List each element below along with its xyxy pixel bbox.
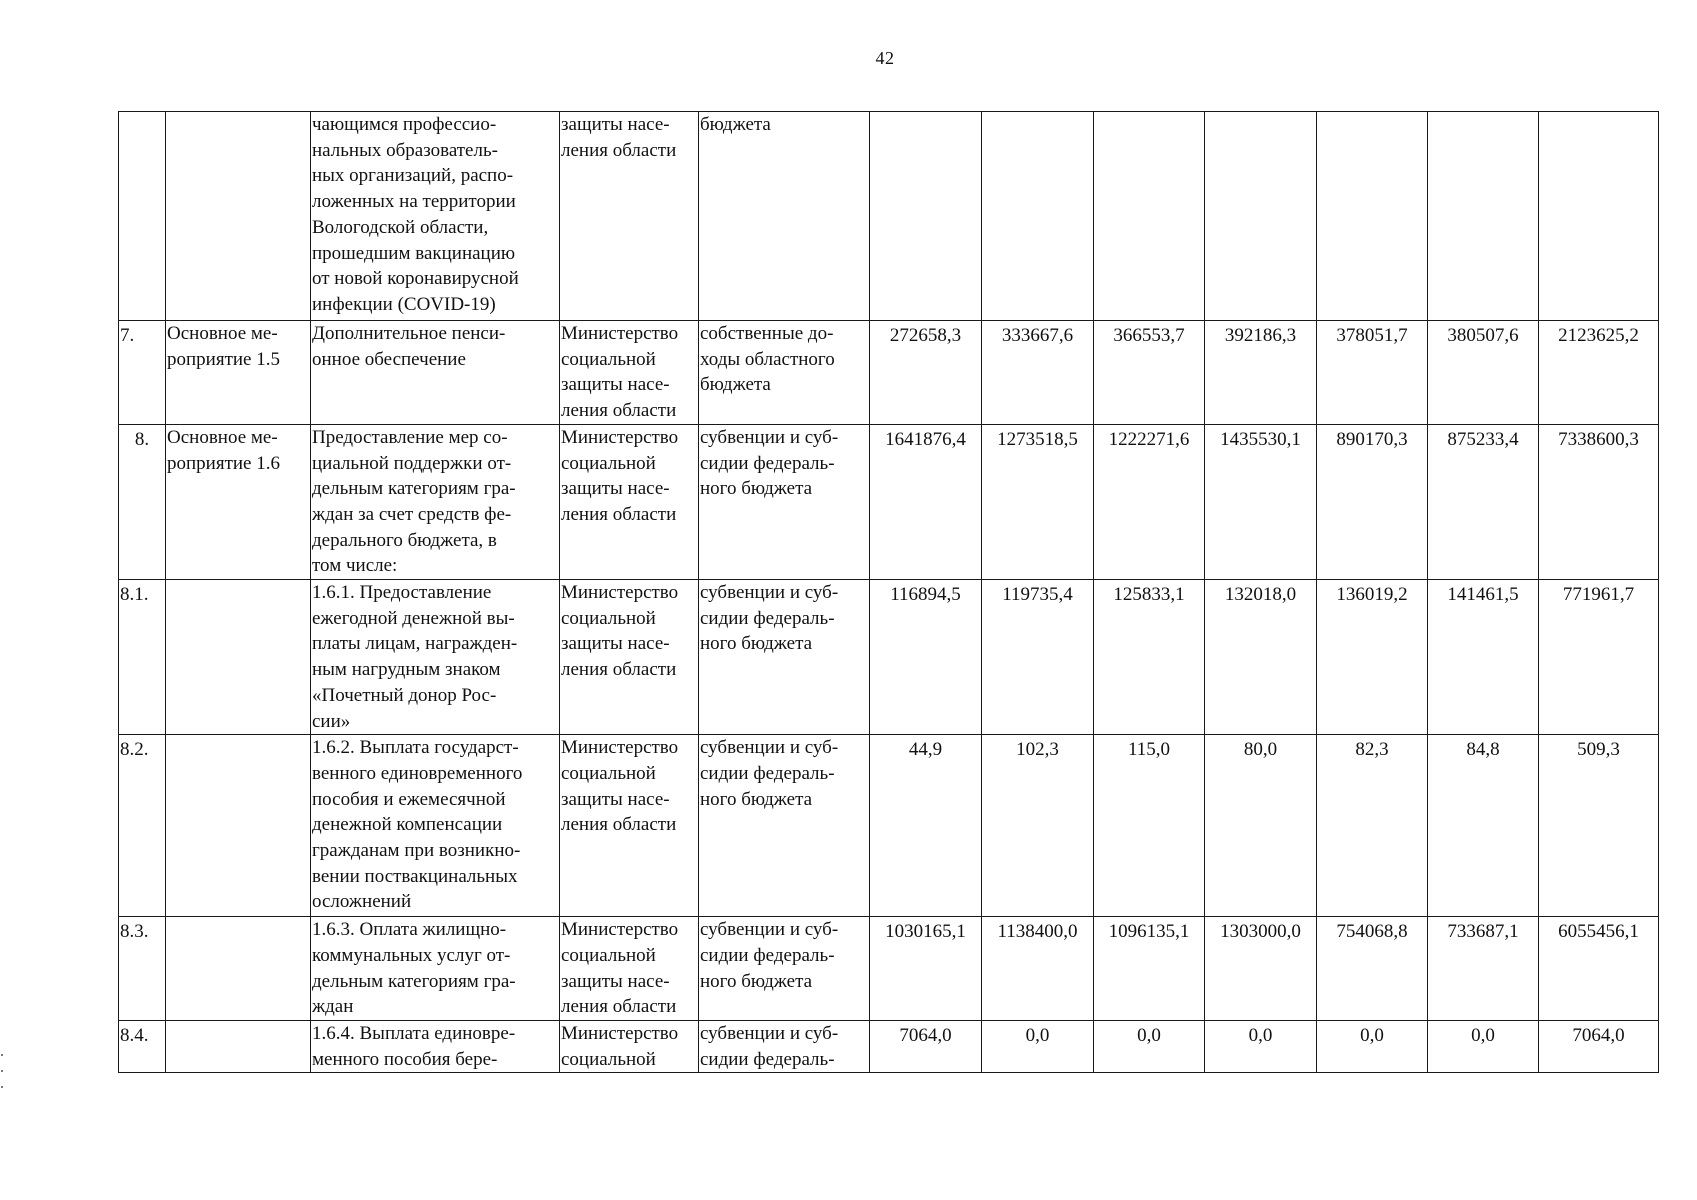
year-3-value-cell: 1222271,6 — [1094, 424, 1205, 579]
year-6-value-cell: 380507,6 — [1428, 321, 1539, 425]
measure-cell — [166, 917, 311, 1021]
row-number-cell: 8.2. — [119, 735, 166, 917]
year-4-value-cell — [1205, 112, 1317, 321]
funding-source-cell: субвенции и суб- сидии федераль- ного бюджета — [699, 917, 870, 1021]
scan-marks — [0, 1040, 4, 1120]
total-value-cell — [1539, 112, 1659, 321]
total-value-cell: 771961,7 — [1539, 580, 1659, 735]
program-name-cell: 1.6.3. Оплата жилищно- коммунальных услуг от- дельным категориям гра- ждан — [311, 917, 560, 1021]
measure-cell: Основное ме- роприятие 1.6 — [166, 424, 311, 579]
funding-source-cell: субвенции и суб- сидии федераль- ного бюджета — [699, 735, 870, 917]
year-2-value-cell: 119735,4 — [982, 580, 1094, 735]
year-2-value-cell: 1273518,5 — [982, 424, 1094, 579]
year-2-value-cell: 333667,6 — [982, 321, 1094, 425]
year-2-value-cell — [982, 112, 1094, 321]
year-6-value-cell: 733687,1 — [1428, 917, 1539, 1021]
year-3-value-cell: 115,0 — [1094, 735, 1205, 917]
year-6-value-cell: 0,0 — [1428, 1021, 1539, 1073]
program-name-cell: 1.6.1. Предоставление ежегодной денежной вы- платы лицам, награжден- ным нагрудным знаком «Почетный донор Рос- сии» — [311, 580, 560, 735]
year-5-value-cell: 136019,2 — [1317, 580, 1428, 735]
executor-cell: Министерство социальной защиты насе- ления области — [560, 735, 699, 917]
year-6-value-cell: 141461,5 — [1428, 580, 1539, 735]
year-5-value-cell: 378051,7 — [1317, 321, 1428, 425]
total-value-cell: 7338600,3 — [1539, 424, 1659, 579]
year-5-value-cell: 82,3 — [1317, 735, 1428, 917]
table-row — [119, 1021, 1659, 1073]
total-value-cell: 2123625,2 — [1539, 321, 1659, 425]
year-4-value-cell: 132018,0 — [1205, 580, 1317, 735]
table-row — [119, 735, 1659, 917]
total-value-cell: 6055456,1 — [1539, 917, 1659, 1021]
row-number-cell — [119, 112, 166, 321]
year-4-value-cell: 1303000,0 — [1205, 917, 1317, 1021]
year-1-value-cell: 272658,3 — [870, 321, 982, 425]
year-6-value-cell — [1428, 112, 1539, 321]
year-3-value-cell: 125833,1 — [1094, 580, 1205, 735]
budget-table — [118, 111, 1659, 1073]
year-1-value-cell: 7064,0 — [870, 1021, 982, 1073]
row-number-cell: 7. — [119, 321, 166, 425]
year-5-value-cell — [1317, 112, 1428, 321]
executor-cell: Министерство социальной защиты насе- ления области — [560, 321, 699, 425]
program-name-cell: Дополнительное пенси- онное обеспечение — [311, 321, 560, 425]
year-3-value-cell: 1096135,1 — [1094, 917, 1205, 1021]
year-5-value-cell: 890170,3 — [1317, 424, 1428, 579]
table-row — [119, 580, 1659, 735]
year-4-value-cell: 392186,3 — [1205, 321, 1317, 425]
year-4-value-cell: 1435530,1 — [1205, 424, 1317, 579]
year-4-value-cell: 0,0 — [1205, 1021, 1317, 1073]
measure-cell — [166, 1021, 311, 1073]
funding-source-cell: собственные до- ходы областного бюджета — [699, 321, 870, 425]
year-6-value-cell: 84,8 — [1428, 735, 1539, 917]
row-number-cell: 8. — [119, 424, 166, 579]
measure-cell — [166, 580, 311, 735]
funding-source-cell: субвенции и суб- сидии федераль- ного бюджета — [699, 424, 870, 579]
year-1-value-cell: 1641876,4 — [870, 424, 982, 579]
year-2-value-cell: 102,3 — [982, 735, 1094, 917]
year-5-value-cell: 0,0 — [1317, 1021, 1428, 1073]
measure-cell: Основное ме- роприятие 1.5 — [166, 321, 311, 425]
program-name-cell: чающимся профессио- нальных образователь- ных организаций, распо- ложенных на территории Вологодской области, прошедшим вакцинацию от новой коронавирусной инфекции (COVID-19) — [311, 112, 560, 321]
year-1-value-cell: 1030165,1 — [870, 917, 982, 1021]
table-row — [119, 112, 1659, 321]
total-value-cell: 7064,0 — [1539, 1021, 1659, 1073]
year-3-value-cell: 0,0 — [1094, 1021, 1205, 1073]
year-1-value-cell: 44,9 — [870, 735, 982, 917]
year-2-value-cell: 1138400,0 — [982, 917, 1094, 1021]
program-name-cell: 1.6.2. Выплата государст- венного единовременного пособия и ежемесячной денежной компенсации гражданам при возникно- вении поствакцинальных осложнений — [311, 735, 560, 917]
program-name-cell: Предоставление мер со- циальной поддержки от- дельным категориям гра- ждан за счет средств фе- дерального бюджета, в том числе: — [311, 424, 560, 579]
year-1-value-cell: 116894,5 — [870, 580, 982, 735]
program-name-cell: 1.6.4. Выплата единовре- менного пособия бере- — [311, 1021, 560, 1073]
executor-cell: Министерство социальной защиты насе- ления области — [560, 917, 699, 1021]
funding-source-cell: бюджета — [699, 112, 870, 321]
funding-source-cell: субвенции и суб- сидии федераль- ного бюджета — [699, 580, 870, 735]
table-row — [119, 424, 1659, 579]
executor-cell: Министерство социальной защиты насе- ления области — [560, 424, 699, 579]
year-2-value-cell: 0,0 — [982, 1021, 1094, 1073]
year-4-value-cell: 80,0 — [1205, 735, 1317, 917]
total-value-cell: 509,3 — [1539, 735, 1659, 917]
year-5-value-cell: 754068,8 — [1317, 917, 1428, 1021]
year-3-value-cell — [1094, 112, 1205, 321]
executor-cell: Министерство социальной защиты насе- ления области — [560, 580, 699, 735]
row-number-cell: 8.1. — [119, 580, 166, 735]
table-row — [119, 917, 1659, 1021]
measure-cell — [166, 735, 311, 917]
year-1-value-cell — [870, 112, 982, 321]
year-6-value-cell: 875233,4 — [1428, 424, 1539, 579]
page-number: 42 — [875, 48, 895, 68]
executor-cell: защиты насе- ления области — [560, 112, 699, 321]
row-number-cell: 8.3. — [119, 917, 166, 1021]
year-3-value-cell: 366553,7 — [1094, 321, 1205, 425]
row-number-cell: 8.4. — [119, 1021, 166, 1073]
table-row — [119, 321, 1659, 425]
funding-source-cell: субвенции и суб- сидии федераль- — [699, 1021, 870, 1073]
measure-cell — [166, 112, 311, 321]
executor-cell: Министерство социальной — [560, 1021, 699, 1073]
